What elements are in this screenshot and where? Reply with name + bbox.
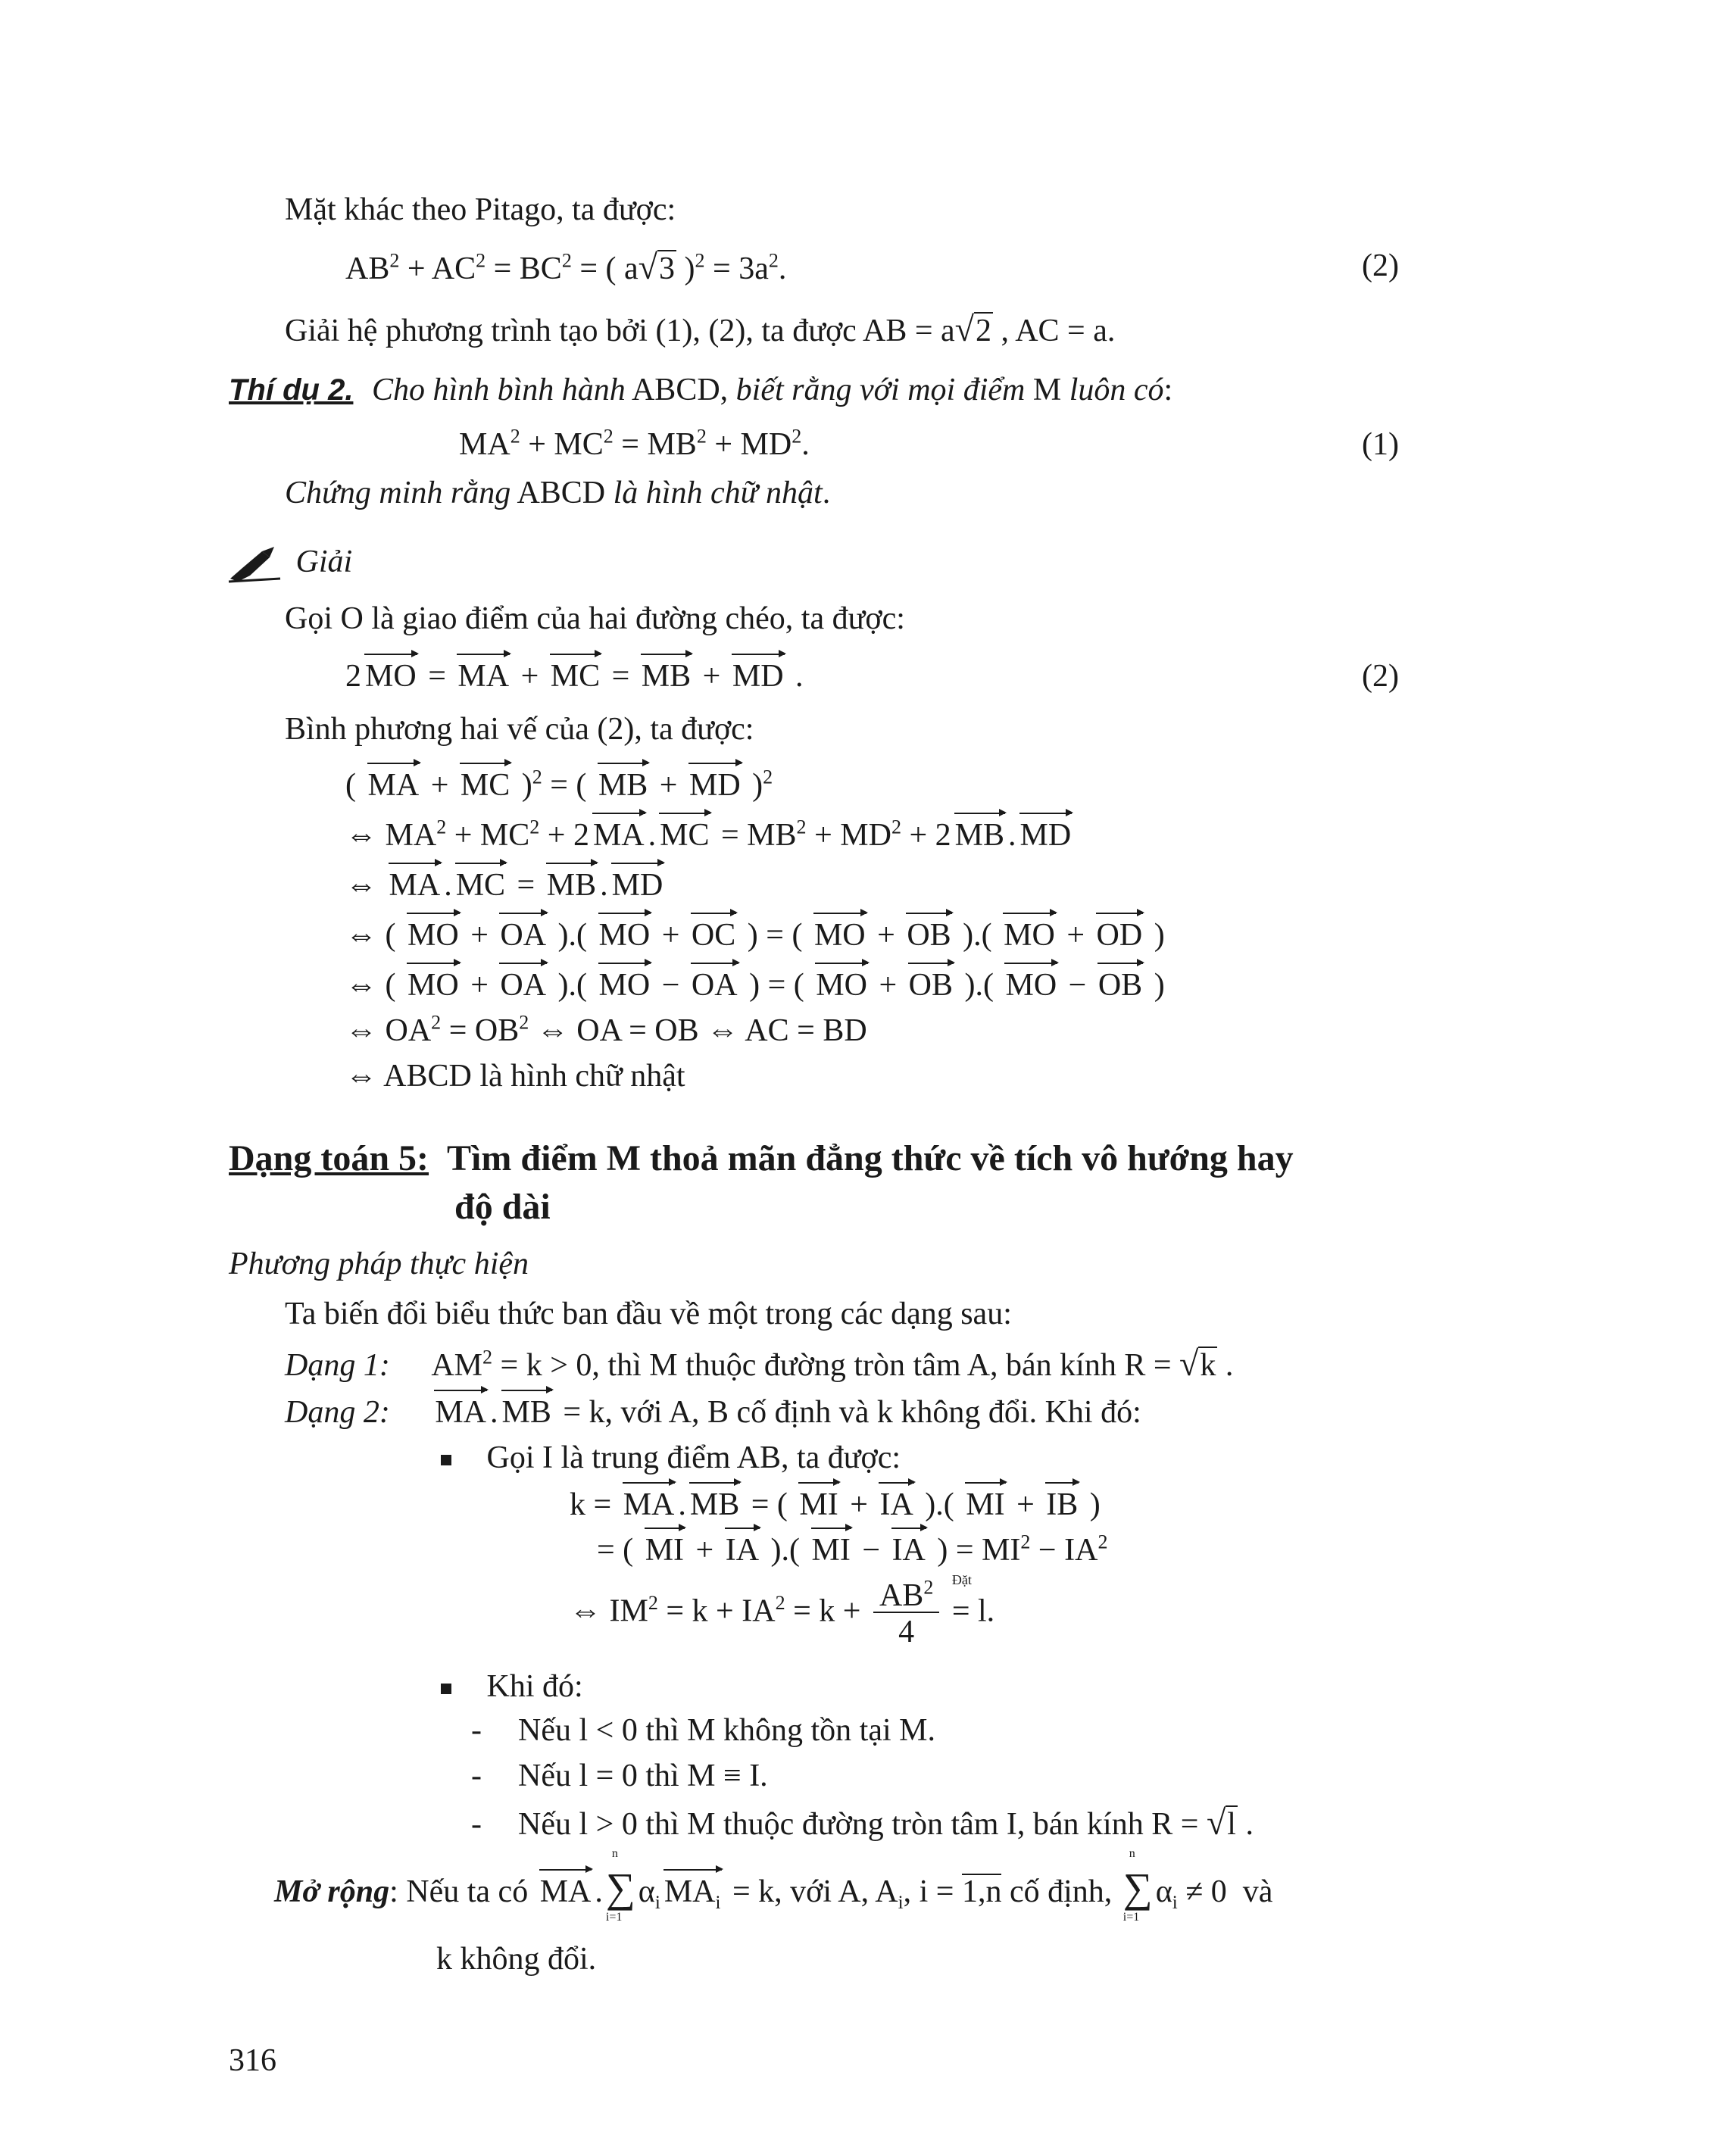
bullet-square-icon: [441, 1455, 451, 1465]
method-label: Phương pháp thực hiện: [229, 1247, 529, 1281]
derivation-step: ⇔ ( MO + OA ).( MO + OC ) = ( MO + OB ).( MO + OD ): [345, 918, 1165, 953]
bullet-text: Khi đó:: [486, 1669, 583, 1704]
form-label: Dạng 1:: [285, 1348, 390, 1383]
fraction: $\frac{AB^2}{4}$: [873, 1580, 939, 1648]
derivation-step: ⇔ $IM^2 = k + IA^2 = k$ + $\frac{AB^2}{4}$ Đặt = l.: [570, 1571, 995, 1649]
case-text: Nếu l = 0 thì M ≡ I.: [518, 1758, 768, 1793]
bullet-item: [441, 1442, 901, 1474]
text-line: Giải hệ phương trình tạo bởi (1), (2), ta được AB = a√2 , AC = a.: [285, 310, 1116, 348]
define-tag: Đặt: [951, 1571, 972, 1587]
example-label: Thí dụ 2.: [229, 373, 354, 407]
solution-label: Giải: [295, 544, 353, 579]
extension-cont: k không đổi.: [436, 1942, 597, 1977]
equation-ref: (2): [1362, 248, 1399, 283]
case-item: - Nếu l = 0 thì M ≡ I.: [471, 1758, 768, 1793]
derivation-step: k = MA . MB = ( MI + IA ).( MI + IB ): [570, 1487, 1101, 1522]
derivation-step: ⇔ MA . MC = MB . MD: [345, 869, 667, 901]
bullet-item: [441, 1671, 583, 1702]
equation-2: 2 MO = MA + MC = MB + MD .: [345, 659, 804, 694]
case-item: - Nếu l < 0 thì M không tồn tại M.: [471, 1713, 936, 1748]
bullet-square-icon: [441, 1684, 451, 1694]
section-label: Dạng toán 5:: [229, 1138, 429, 1178]
extension-label: Mở rộng: [274, 1874, 390, 1909]
page-number: 316: [229, 2043, 276, 2078]
derivation-step: ⇔ ABCD là hình chữ nhật: [345, 1059, 685, 1094]
equation-ref: (1): [1362, 427, 1399, 462]
bullet-text: Gọi I là trung điểm AB, ta được:: [486, 1440, 901, 1475]
section-title-cont: độ dài: [454, 1187, 551, 1227]
equation-ref: (2): [1362, 659, 1399, 694]
derivation-step: ( MA + MC )$^2$ = ( MB + MD )$^2$: [345, 766, 773, 803]
section-title: Tìm điểm M thoả mãn đẳng thức về tích vô hướng hay: [447, 1138, 1294, 1178]
derivation-step: ⇔ $MA^2 + MC^2 + 2$ MA . MC = $MB^2 + MD^2 + 2$ MB . MD: [345, 819, 1075, 851]
derivation-step: = ( MI + IA ).( MI − IA ) = $MI^2 - IA^2$: [597, 1531, 1108, 1568]
form-2: Dạng 2: MA . MB = k, với A, B cố định và k không đổi. Khi đó:: [285, 1395, 1141, 1430]
text-line: Bình phương hai vế của (2), ta được:: [285, 712, 754, 747]
case-text: Nếu l < 0 thì M không tồn tại M.: [518, 1713, 936, 1748]
derivation-step: ⇔ $OA^2 = OB^2$ ⇔ OA = OB ⇔ AC = BD: [345, 1011, 867, 1048]
equation-2: $AB^2 + AC^2 = BC^2$ = ( a√3 )$^2 = 3a^2$.: [345, 248, 787, 286]
extension: Mở rộng: Nếu ta có MA . n ∑ i=1 $\alpha_i$ $MA_i = k$, với A, $A_i$, i = 1,n cố định, n ∑ i=1 $\alpha_i \ne 0$ và: [274, 1847, 1273, 1924]
case-item: - Nếu l > 0 thì M thuộc đường tròn tâm I, bán kính R = √l .: [471, 1803, 1254, 1842]
section-heading: [229, 1138, 1294, 1178]
example-2: Thí dụ 2. Cho hình bình hành ABCD, biết rằng với mọi điểm M luôn có:: [229, 373, 1173, 407]
text-line: Gọi O là giao điểm của hai đường chéo, ta được:: [285, 601, 905, 636]
derivation-step: ⇔ ( MO + OA ).( MO − OA ) = ( MO + OB ).( MO − OB ): [345, 968, 1165, 1003]
goal-line: Chứng minh rằng ABCD là hình chữ nhật.: [285, 476, 831, 510]
equation-1: $MA^2 + MC^2 = MB^2 + MD^2$.: [459, 425, 810, 462]
text-line: Mặt khác theo Pitago, ta được:: [285, 192, 676, 227]
writing-hand-icon: [227, 545, 282, 583]
form-1: Dạng 1: $AM^2 = k > 0$, thì M thuộc đường tròn tâm A, bán kính R = √k .: [285, 1344, 1234, 1383]
form-label: Dạng 2:: [285, 1395, 390, 1430]
solution-header: [227, 545, 352, 583]
text-line: Ta biến đổi biểu thức ban đầu về một trong các dạng sau:: [285, 1297, 1012, 1331]
